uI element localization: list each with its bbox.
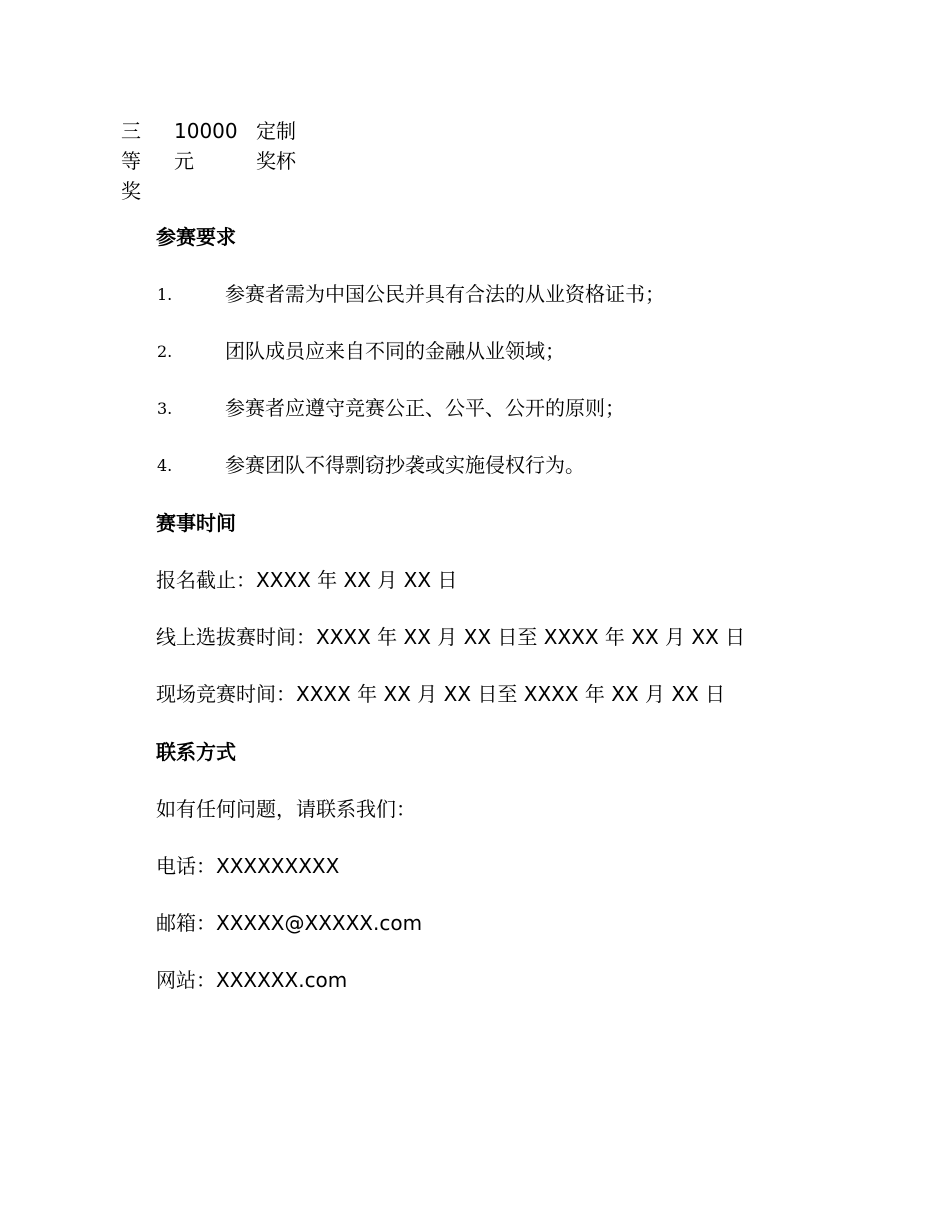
list-item-number: 1.: [157, 285, 173, 304]
contact-phone: 电话：XXXXXXXXX: [156, 854, 340, 878]
contact-heading: 联系方式: [156, 740, 236, 764]
requirements-heading: 参赛要求: [156, 225, 236, 249]
contact-email: 邮箱：XXXXX@XXXXX.com: [156, 911, 423, 935]
list-item-number: 4.: [157, 456, 173, 475]
contact-website: 网站：XXXXXX.com: [156, 968, 348, 992]
schedule-heading: 赛事时间: [156, 511, 236, 535]
contact-intro: 如有任何问题，请联系我们：: [156, 797, 416, 821]
prize-amount-cell: 10000元: [174, 119, 238, 173]
prize-reward-cell: 定制奖杯: [256, 119, 296, 173]
list-item-number: 2.: [157, 342, 173, 361]
list-item-text: 参赛者应遵守竞赛公正、公平、公开的原则；: [225, 396, 625, 420]
prize-rank-cell: 三等奖: [121, 119, 141, 203]
online-selection-time: 线上选拔赛时间：XXXX 年 XX 月 XX 日至 XXXX 年 XX 月 XX 日: [156, 625, 746, 649]
list-item-text: 参赛者需为中国公民并具有合法的从业资格证书；: [225, 282, 665, 306]
list-item-text: 团队成员应来自不同的金融从业领域；: [225, 339, 565, 363]
list-item-text: 参赛团队不得剽窃抄袭或实施侵权行为。: [225, 453, 585, 477]
registration-deadline: 报名截止：XXXX 年 XX 月 XX 日: [156, 568, 458, 592]
onsite-competition-time: 现场竞赛时间：XXXX 年 XX 月 XX 日至 XXXX 年 XX 月 XX 日: [156, 682, 726, 706]
list-item-number: 3.: [157, 399, 173, 418]
